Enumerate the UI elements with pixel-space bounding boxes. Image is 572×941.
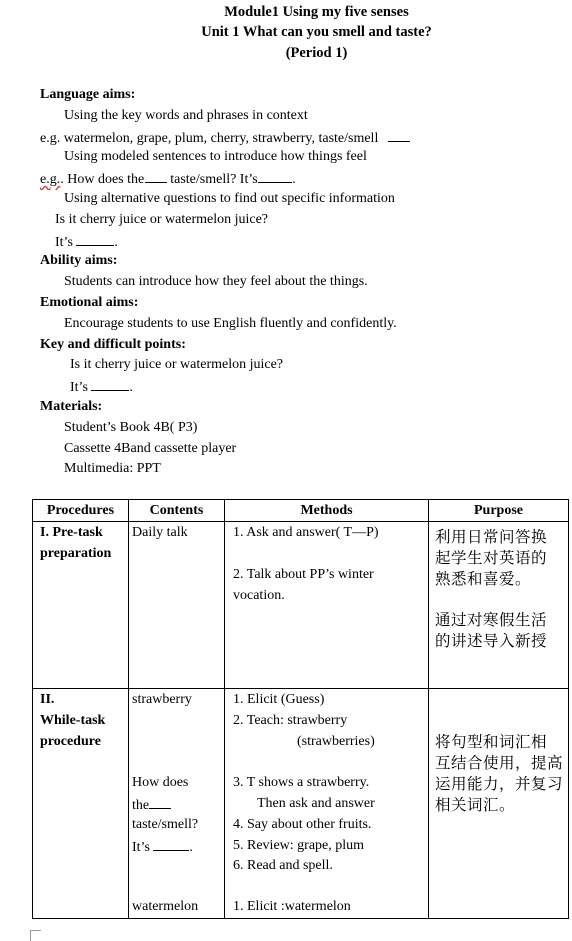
purpose-text: 将句型和词汇相: [435, 733, 548, 751]
key-points-line2: [70, 378, 133, 396]
language-aims-line4: [40, 170, 296, 188]
purpose-cell: [429, 689, 569, 919]
answer-part-b: .: [114, 235, 118, 250]
answer-part-b: .: [129, 380, 133, 395]
language-aims-line1: Using the key words and phrases in context: [64, 108, 308, 123]
emotional-aims-heading: Emotional aims:: [40, 295, 139, 310]
blank-line: [76, 233, 114, 246]
content-text: strawberry: [132, 692, 192, 707]
content-text: watermelon: [132, 899, 199, 914]
method-item: 1. Elicit (Guess): [233, 692, 325, 707]
procedure-cell: [33, 522, 129, 689]
method-item: 2. Teach: strawberry: [233, 713, 348, 728]
method-item: 6. Read and spell.: [233, 858, 333, 873]
ability-aims-line1: Students can introduce how they feel about the things.: [64, 274, 368, 289]
purpose-text: 通过对寒假生活: [435, 611, 548, 629]
ability-aims-heading: Ability aims:: [40, 253, 118, 268]
method-item: 5. Review: grape, plum: [233, 838, 365, 853]
materials-item: Multimedia: PPT: [64, 461, 161, 476]
procedure-number: I. Pre-task: [40, 525, 103, 540]
header-contents: Contents: [129, 500, 225, 522]
language-aims-line3: Using modeled sentences to introduce how things feel: [64, 149, 367, 164]
blank-line: [258, 170, 292, 183]
key-points-heading: Key and difficult points:: [40, 337, 186, 352]
methods-cell: [225, 689, 429, 919]
key-points-line1: Is it cherry juice or watermelon juice?: [70, 357, 284, 372]
purpose-text: 运用能力，并复习: [435, 775, 564, 793]
procedure-number: II.: [40, 692, 55, 707]
materials-item: Student’s Book 4B( P3): [64, 420, 198, 435]
eg-text: e.g.: [40, 172, 61, 187]
language-aims-heading: Language aims:: [40, 87, 136, 102]
content-cell: [129, 689, 225, 919]
procedure-name: procedure: [40, 734, 101, 749]
procedure-table: [32, 499, 569, 919]
purpose-cell: [429, 522, 569, 689]
question-part-c: .: [292, 172, 296, 187]
purpose-text: 的讲述导入新授: [435, 632, 548, 650]
key-words-text: e.g. watermelon, grape, plum, cherry, strawberry, taste/smell: [40, 131, 379, 146]
method-item: 2. Talk about PP’s winter: [233, 567, 374, 582]
header-purpose: Purpose: [429, 500, 569, 522]
content-text: [132, 796, 171, 814]
purpose-text: 利用日常问答换: [435, 528, 548, 546]
question-part-a: . How does the: [60, 172, 145, 187]
content-text: [132, 838, 193, 856]
content-word: .: [189, 840, 193, 855]
unit-title: Unit 1 What can you smell and taste?: [201, 24, 432, 40]
method-item: 1. Elicit :watermelon: [233, 899, 351, 914]
blank-line: [145, 170, 167, 183]
blank-line: [91, 378, 129, 391]
language-aims-line2: [40, 129, 410, 147]
method-item: 3. T shows a strawberry.: [233, 775, 370, 790]
method-item-cont: vocation.: [233, 588, 285, 603]
purpose-text: 相关词汇。: [435, 796, 516, 814]
answer-part-a: It’s: [70, 380, 88, 395]
header-methods: Methods: [225, 500, 429, 522]
blank-line: [149, 796, 171, 809]
content-text: Daily talk: [132, 525, 188, 540]
module-title: Module1 Using my five senses: [224, 4, 409, 20]
method-item: 1. Ask and answer( T—P): [233, 525, 379, 540]
language-aims-line7: [55, 233, 118, 251]
method-item-cont: (strawberries): [297, 734, 375, 749]
method-item: 4. Say about other fruits.: [233, 817, 372, 832]
materials-item: Cassette 4Band cassette player: [64, 441, 237, 456]
content-text: taste/smell?: [132, 817, 199, 832]
blank-line: [153, 838, 189, 851]
content-word: the: [132, 798, 150, 813]
question-part-b: taste/smell? It’s: [170, 172, 258, 187]
emotional-aims-line1: Encourage students to use English fluently and confidently.: [64, 316, 397, 331]
table-header-row: [33, 500, 569, 522]
purpose-text: 熟悉和喜爱。: [435, 570, 532, 588]
content-cell: [129, 522, 225, 689]
language-aims-line5: Using alternative questions to find out specific information: [64, 191, 395, 206]
blank-line: [388, 129, 410, 142]
language-aims-line6: Is it cherry juice or watermelon juice?: [55, 212, 269, 227]
purpose-text: 起学生对英语的: [435, 549, 548, 567]
content-word: It’s: [132, 840, 150, 855]
period-title: (Period 1): [285, 45, 348, 61]
procedure-name: preparation: [40, 546, 112, 561]
header-procedures: Procedures: [33, 500, 129, 522]
content-text: How does: [132, 775, 189, 790]
materials-heading: Materials:: [40, 399, 103, 414]
procedure-name: While-task: [40, 713, 106, 728]
methods-cell: [225, 522, 429, 689]
method-item-cont: Then ask and answer: [257, 796, 375, 811]
purpose-text: 互结合使用，提高: [435, 754, 564, 772]
answer-part-a: It’s: [55, 235, 73, 250]
table-row: [33, 689, 569, 919]
page-corner-mark: [30, 930, 41, 941]
procedure-cell: [33, 689, 129, 919]
table-row: [33, 522, 569, 689]
